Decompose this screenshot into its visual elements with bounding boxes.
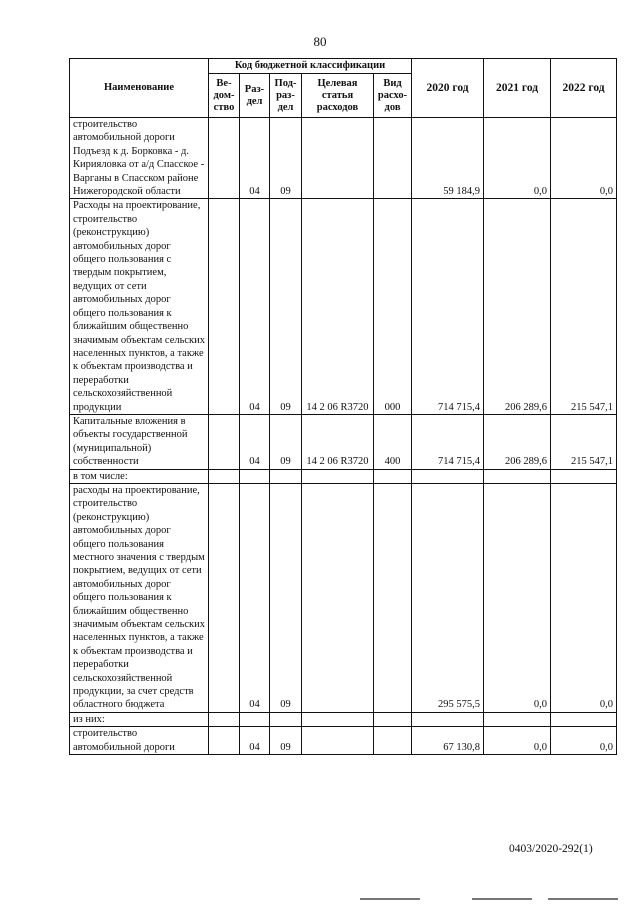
row-vid [374,483,412,712]
row-podrazdel: 09 [270,118,302,199]
row-target [302,712,374,726]
table-row [70,414,617,469]
row-podrazdel [270,712,302,726]
row-ved [209,727,240,755]
table-row [70,727,617,755]
header-code-group: Код бюджетной классификации [209,59,412,74]
row-ved [209,414,240,469]
header-2022: 2022 год [551,59,617,118]
row-vid: 000 [374,199,412,415]
row-2020: 67 130,8 [412,727,484,755]
row-2022: 0,0 [551,118,617,199]
row-2020: 295 575,5 [412,483,484,712]
row-razdel: 04 [240,199,270,415]
row-razdel [240,469,270,483]
header-podrazdel: Под-раз-дел [270,74,302,118]
row-name: строительство автомобильной дороги [70,727,209,755]
row-target [302,469,374,483]
header-target: Целевая статья расходов [302,74,374,118]
row-2022: 0,0 [551,727,617,755]
row-target [302,483,374,712]
row-ved [209,712,240,726]
row-2022: 215 547,1 [551,199,617,415]
row-2021 [484,712,551,726]
row-2022 [551,712,617,726]
row-2022: 0,0 [551,483,617,712]
row-ved [209,199,240,415]
row-2020 [412,712,484,726]
row-vid [374,118,412,199]
row-target: 14 2 06 R3720 [302,199,374,415]
header-2021: 2021 год [484,59,551,118]
row-name: в том числе: [70,469,209,483]
row-target [302,727,374,755]
row-2020: 714 715,4 [412,414,484,469]
row-name: расходы на проектирование, строительство (реконструкцию) автомобильных дорог общего пользования местного значения с твердым покрытием, ведущих от сети автомобильных дорог общего пользования к ближайшим общественно значимым объектам сельских населенных пунктов, а также к объектам производства и переработки сельскохозяйственной продукции, за счет средств областного бюджета [70,483,209,712]
row-podrazdel: 09 [270,414,302,469]
header-vedomstvo: Ве-дом-ство [209,74,240,118]
header-2020: 2020 год [412,59,484,118]
row-2020: 59 184,9 [412,118,484,199]
row-2021 [484,469,551,483]
header-name: Наименование [70,59,209,118]
row-2020 [412,469,484,483]
row-razdel: 04 [240,727,270,755]
row-name: Капитальные вложения в объекты государственной (муниципальной) собственности [70,414,209,469]
row-vid [374,712,412,726]
row-2021: 206 289,6 [484,199,551,415]
row-2022: 215 547,1 [551,414,617,469]
row-name: Расходы на проектирование, строительство (реконструкцию) автомобильных дорог общего пользования с твердым покрытием, ведущих от сети автомобильных дорог общего пользования к ближайшим общественно значимым объектам сельских населенных пунктов, а также к объектам производства и переработки сельскохозяйственной продукции [70,199,209,415]
page-number: 80 [313,34,327,49]
row-2022 [551,469,617,483]
row-vid: 400 [374,414,412,469]
row-podrazdel [270,469,302,483]
table-row [70,483,617,712]
row-razdel: 04 [240,118,270,199]
budget-table [69,58,617,755]
scan-artifact [360,898,420,900]
row-target [302,118,374,199]
row-vid [374,727,412,755]
row-2021: 0,0 [484,727,551,755]
table-row [70,712,617,726]
table-row [70,469,617,483]
row-razdel: 04 [240,414,270,469]
table-row [70,199,617,415]
row-2020: 714 715,4 [412,199,484,415]
row-podrazdel: 09 [270,199,302,415]
row-podrazdel: 09 [270,483,302,712]
row-vid [374,469,412,483]
row-podrazdel: 09 [270,727,302,755]
row-2021: 0,0 [484,483,551,712]
table-row [70,118,617,199]
scan-artifact [548,898,618,900]
row-2021: 206 289,6 [484,414,551,469]
scan-artifact [472,898,532,900]
row-ved [209,469,240,483]
row-ved [209,118,240,199]
row-name: строительство автомобильной дороги Подъезд к д. Борковка - д. Кирияловка от а/д Спасское - Варганы в Спасском районе Нижегородской области [70,118,209,199]
row-target: 14 2 06 R3720 [302,414,374,469]
document-code: 0403/2020-292(1) [509,843,593,855]
row-razdel: 04 [240,483,270,712]
row-name: из них: [70,712,209,726]
header-razdel: Раз-дел [240,74,270,118]
header-vid: Вид расхо-дов [374,74,412,118]
row-ved [209,483,240,712]
row-razdel [240,712,270,726]
row-2021: 0,0 [484,118,551,199]
